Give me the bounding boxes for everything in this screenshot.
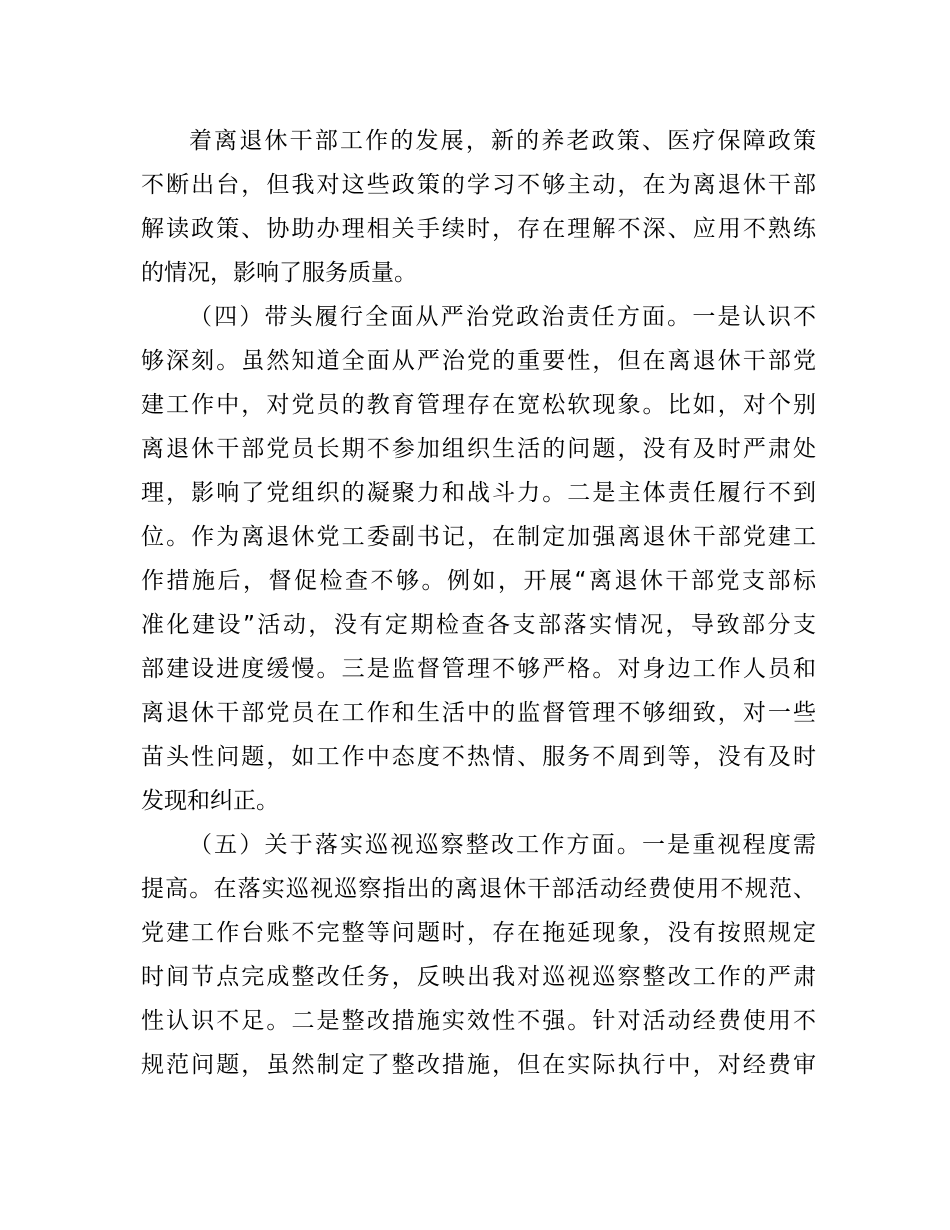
text-line: 不断出台，但我对这些政策的学习不够主动，在为离退休干部 xyxy=(141,172,816,198)
text-line: 苗头性问题，如工作中态度不热情、服务不周到等，没有及时 xyxy=(141,744,816,770)
text-line: 着离退休干部工作的发展，新的养老政策、医疗保障政策 xyxy=(189,128,816,154)
text-line: 党建工作台账不完整等问题时，存在拖延现象，没有按照规定 xyxy=(141,920,816,946)
paragraph-section-4 xyxy=(141,295,816,823)
text-line: 时间节点完成整改任务，反映出我对巡视巡察整改工作的严肃 xyxy=(141,964,816,990)
text-line: 准化建设”活动，没有定期检查各支部落实情况，导致部分支 xyxy=(141,612,816,638)
text-line: 作措施后，督促检查不够。例如，开展“离退休干部党支部标 xyxy=(141,568,816,594)
paragraph-continuation xyxy=(141,119,816,295)
section-heading-line: （四）带头履行全面从严治党政治责任方面。一是认识不 xyxy=(189,304,816,330)
text-line: 的情况，影响了服务质量。 xyxy=(141,260,417,286)
text-line: 性认识不足。二是整改措施实效性不强。针对活动经费使用不 xyxy=(141,1008,816,1034)
text-line: 规范问题，虽然制定了整改措施，但在实际执行中，对经费审 xyxy=(141,1052,816,1078)
text-line: 离退休干部党员长期不参加组织生活的问题，没有及时严肃处 xyxy=(141,436,816,462)
text-line: 解读政策、协助办理相关手续时，存在理解不深、应用不熟练 xyxy=(141,216,816,242)
document-body xyxy=(141,119,816,1087)
section-heading-line: （五）关于落实巡视巡察整改工作方面。一是重视程度需 xyxy=(189,832,816,858)
text-line: 位。作为离退休党工委副书记，在制定加强离退休干部党建工 xyxy=(141,524,816,550)
text-line: 够深刻。虽然知道全面从严治党的重要性，但在离退休干部党 xyxy=(141,348,816,374)
text-line: 建工作中，对党员的教育管理存在宽松软现象。比如，对个别 xyxy=(141,392,816,418)
text-line: 提高。在落实巡视巡察指出的离退休干部活动经费使用不规范、 xyxy=(141,876,816,902)
text-line: 理，影响了党组织的凝聚力和战斗力。二是主体责任履行不到 xyxy=(141,480,816,506)
text-line: 发现和纠正。 xyxy=(141,788,279,814)
text-line: 离退休干部党员在工作和生活中的监督管理不够细致，对一些 xyxy=(141,700,816,726)
text-line: 部建设进度缓慢。三是监督管理不够严格。对身边工作人员和 xyxy=(141,656,816,682)
paragraph-section-5 xyxy=(141,823,816,1087)
